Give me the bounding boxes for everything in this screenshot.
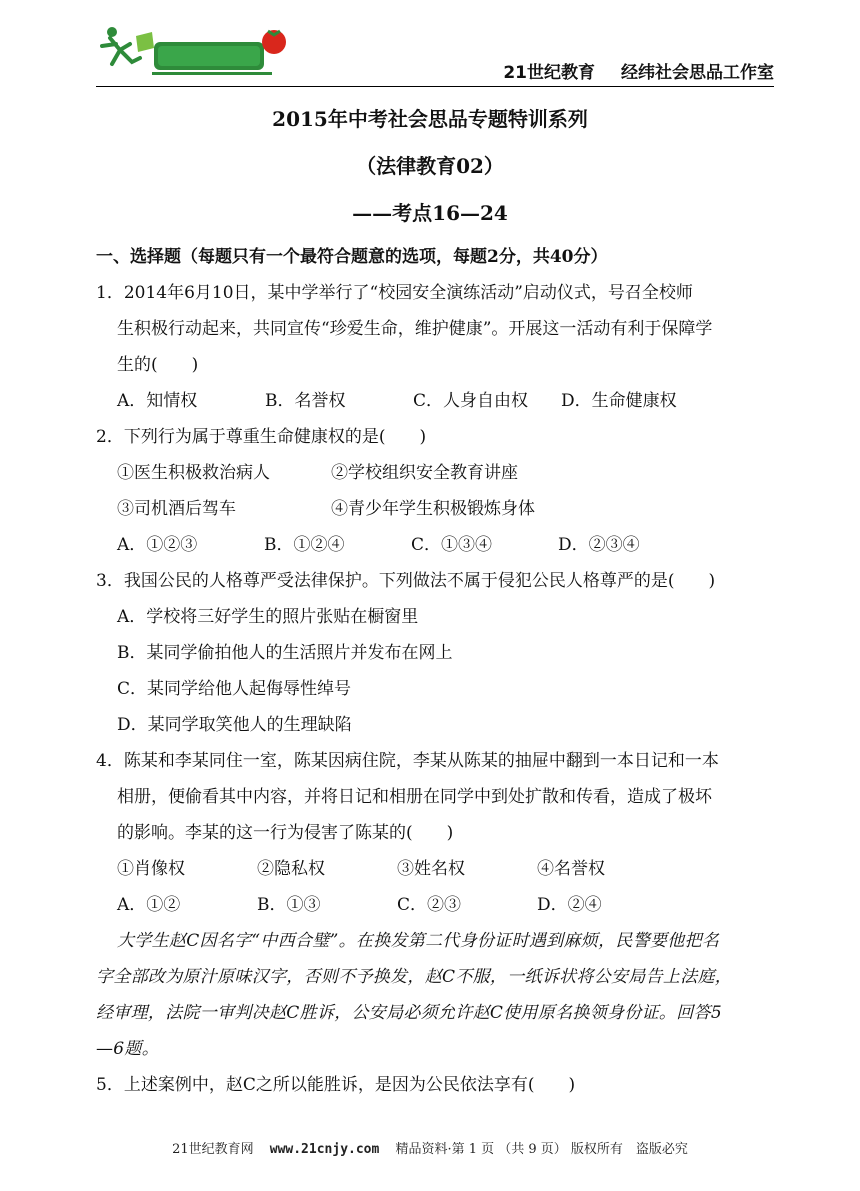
header-divider [96, 86, 774, 87]
item: ③姓名权 [397, 859, 465, 879]
logo [96, 22, 296, 82]
logo-icon [96, 22, 296, 82]
page-subtitle: （法律教育02） [356, 154, 504, 178]
question-content [96, 239, 786, 1103]
option-d: D．生命健康权 [561, 391, 677, 411]
option-c: C．人身自由权 [413, 391, 529, 411]
header-org [503, 58, 774, 83]
item: ①医生积极救治病人 [117, 463, 270, 483]
page-header [0, 0, 860, 90]
option-d: D．②③④ [558, 535, 640, 555]
q4-items [96, 851, 786, 887]
q2-stem: 2．下列行为属于尊重生命健康权的是( ) [96, 427, 427, 447]
material-line: —6题。 [96, 1039, 160, 1059]
q1-line: 1．2014年6月10日，某中学举行了“校园安全演练活动”启动仪式，号召全校师 [96, 283, 693, 303]
material-line: 大学生赵C因名字“中西合璧”。在换发第二代身份证时遇到麻烦，民警要他把名 [117, 931, 720, 951]
q4-line: 的影响。李某的这一行为侵害了陈某的( ) [117, 823, 454, 843]
item: ④青少年学生积极锻炼身体 [331, 499, 535, 519]
option-b: B．①③ [257, 895, 321, 915]
option-d: D．某同学取笑他人的生理缺陷 [117, 715, 352, 735]
page-footer [0, 1138, 860, 1157]
footer-url[interactable]: www.21cnjy.com [269, 1142, 380, 1157]
item: ③司机酒后驾车 [117, 499, 236, 519]
q2-options [96, 527, 786, 563]
header-org-name: 21世纪教育 [503, 63, 595, 83]
option-a: A．知情权 [117, 391, 198, 411]
q4-options [96, 887, 786, 923]
option-a: A．①② [117, 895, 181, 915]
item: ④名誉权 [537, 859, 605, 879]
q4-line: 4．陈某和李某同住一室，陈某因病住院，李某从陈某的抽屉中翻到一本日记和一本 [96, 751, 719, 771]
q1-options [96, 383, 786, 419]
option-c: C．②③ [397, 895, 462, 915]
item: ②隐私权 [257, 859, 325, 879]
q3-stem: 3．我国公民的人格尊严受法律保护。下列做法不属于侵犯公民人格尊严的是( ) [96, 571, 716, 591]
q1-line: 生的( ) [117, 355, 199, 375]
material-line: 经审理，法院一审判决赵C胜诉，公安局必须允许赵C使用原名换领身份证。回答5 [96, 1003, 722, 1023]
material-line: 字全部改为原汁原味汉字，否则不予换发，赵C不服，一纸诉状将公安局告上法庭， [96, 967, 733, 987]
option-c: C．某同学给他人起侮辱性绰号 [117, 679, 352, 699]
item: ①肖像权 [117, 859, 185, 879]
header-studio-name: 经纬社会思品工作室 [621, 63, 774, 83]
footer-site: 21世纪教育网 [172, 1142, 254, 1157]
option-b: B．名誉权 [265, 391, 346, 411]
q1-line: 生积极行动起来，共同宣传“珍爱生命，维护健康”。开展这一活动有利于保障学 [117, 319, 713, 339]
item: ②学校组织安全教育讲座 [331, 463, 518, 483]
option-a: A．①②③ [117, 535, 198, 555]
page-points: ——考点16—24 [352, 201, 508, 225]
option-b: B．①②④ [264, 535, 345, 555]
q4-line: 相册，便偷看其中内容，并将日记和相册在同学中到处扩散和传看，造成了极坏 [117, 787, 712, 807]
page-title: 2015年中考社会思品专题特训系列 [272, 107, 588, 131]
option-b: B．某同学偷拍他人的生活照片并发布在网上 [117, 643, 453, 663]
section-heading: 一、选择题（每题只有一个最符合题意的选项，每题2分，共40分） [96, 247, 608, 267]
option-c: C．①③④ [411, 535, 493, 555]
q2-items-row [96, 491, 786, 527]
option-d: D．②④ [537, 895, 602, 915]
option-a: A．学校将三好学生的照片张贴在橱窗里 [117, 607, 419, 627]
q2-items-row [96, 455, 786, 491]
q5-stem: 5．上述案例中，赵C之所以能胜诉，是因为公民依法享有( ) [96, 1075, 576, 1095]
footer-page-info: 精品资料·第 1 页 （共 9 页） 版权所有 盗版必究 [395, 1142, 688, 1157]
